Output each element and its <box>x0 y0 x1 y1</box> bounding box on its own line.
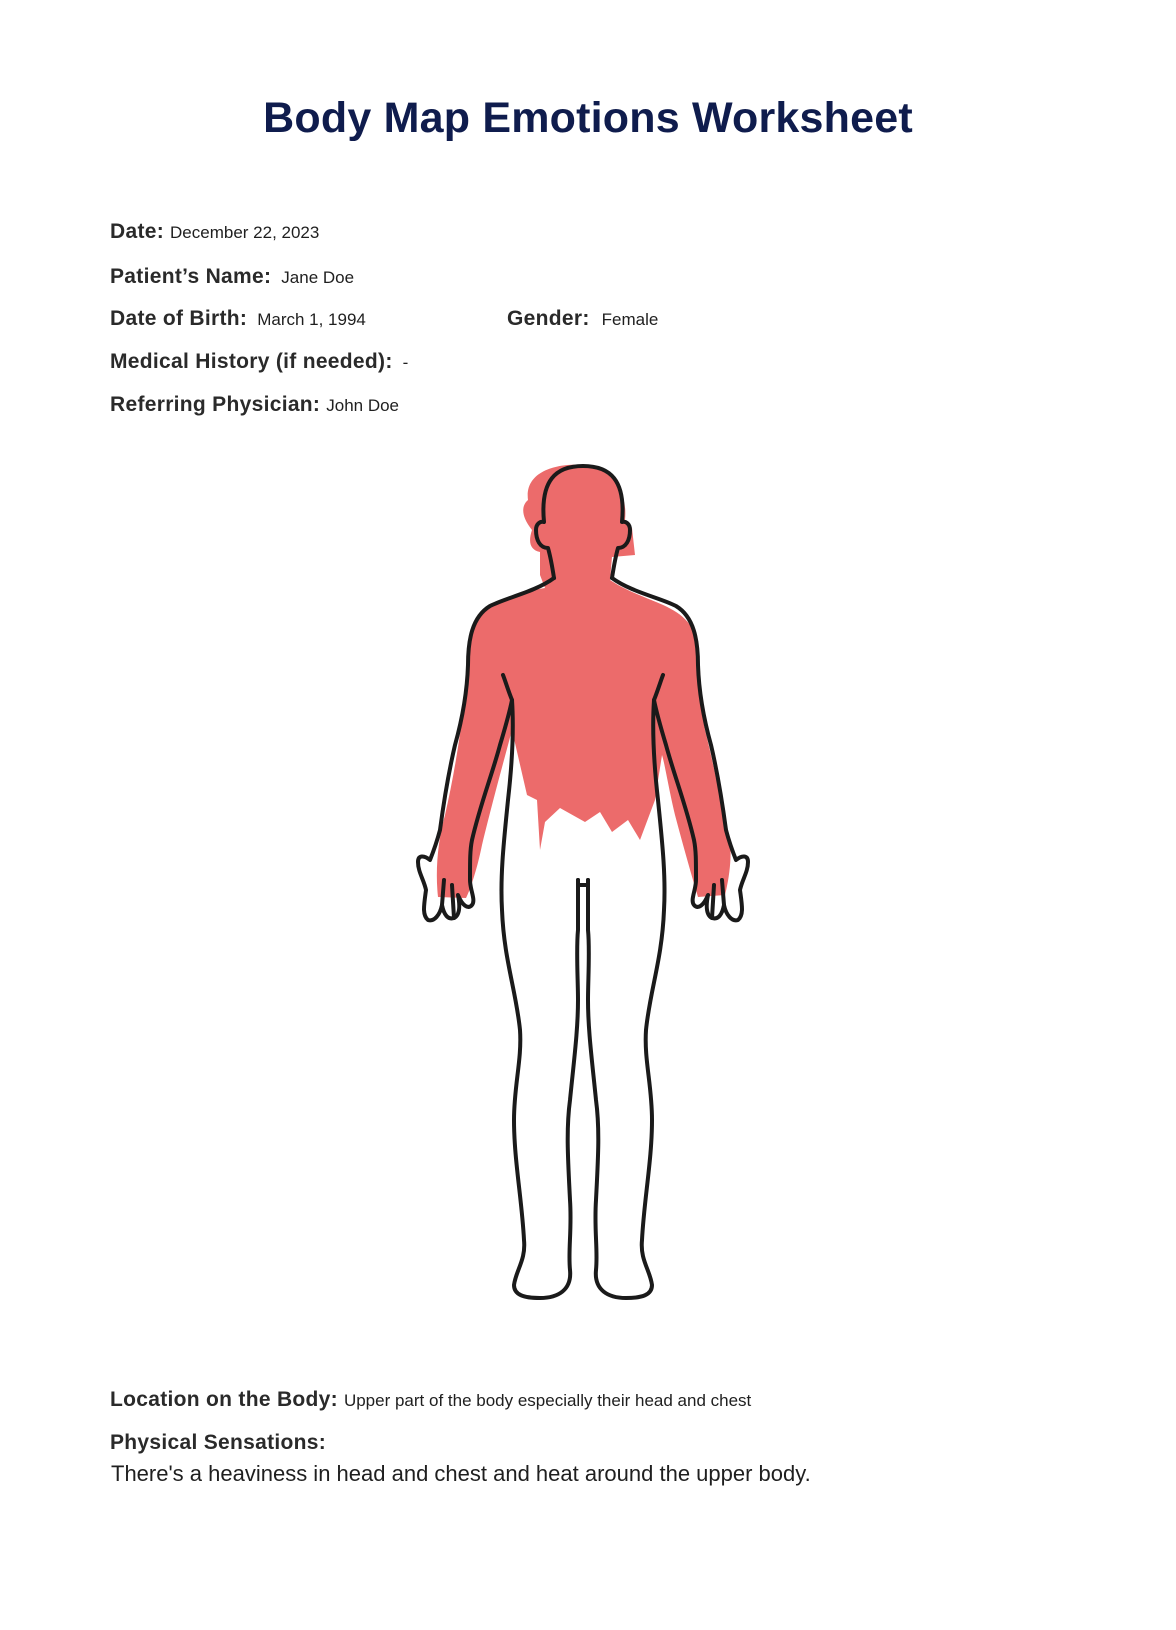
referring-physician-value: John Doe <box>326 396 400 415</box>
patient-name-value: Jane Doe <box>281 268 355 287</box>
medical-history-value: - <box>402 353 409 372</box>
sensations-value: There's a heaviness in head and chest and heat around the upper body. <box>111 1461 811 1486</box>
location-label: Location on the Body: <box>110 1388 338 1411</box>
location-value: Upper part of the body especially their head and chest <box>343 1391 752 1410</box>
page-title: Body Map Emotions Worksheet <box>263 94 913 142</box>
medical-history-label: Medical History (if needed): <box>110 350 393 373</box>
gender-label: Gender: <box>507 307 590 330</box>
sensations-label: Physical Sensations: <box>110 1431 327 1454</box>
patient-name-label: Patient’s Name: <box>110 265 272 288</box>
left-finger-line <box>442 880 444 905</box>
crotch-outline <box>578 880 588 885</box>
referring-physician-label: Referring Physician: <box>110 393 321 416</box>
highlight-shape <box>437 465 731 898</box>
right-finger-line <box>722 880 724 905</box>
date-label: Date: <box>110 220 165 243</box>
sensations-field <box>110 1431 326 1455</box>
gender-value: Female <box>601 310 659 329</box>
left-finger-line-2 <box>452 885 454 918</box>
date-of-birth-label: Date of Birth: <box>110 307 248 330</box>
highlighted-region <box>437 465 731 898</box>
location-field <box>110 1388 751 1412</box>
right-finger-line-2 <box>712 885 714 918</box>
date-value: December 22, 2023 <box>170 223 320 242</box>
date-of-birth-value: March 1, 1994 <box>257 310 366 329</box>
